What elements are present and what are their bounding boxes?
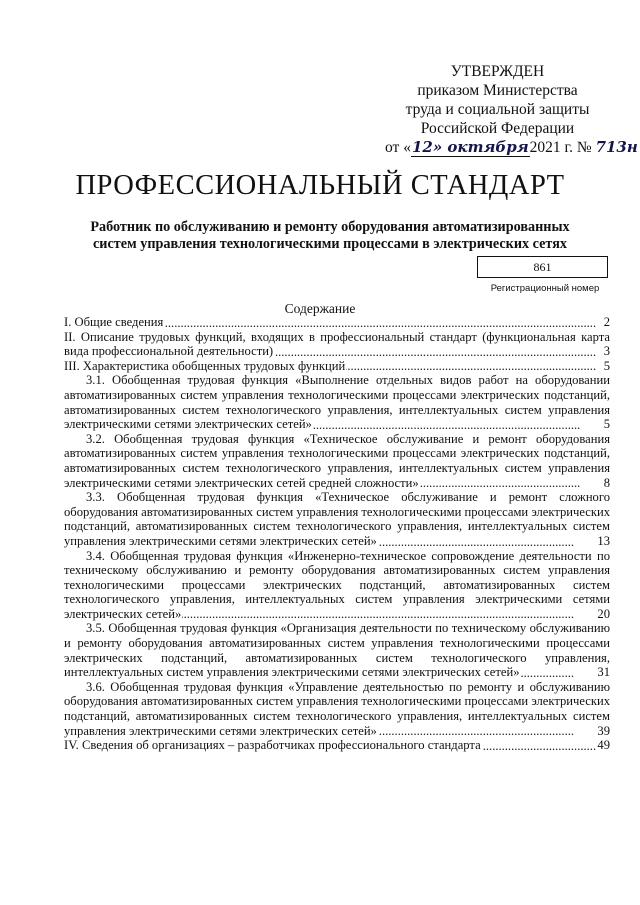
toc-entry-text: II. Описание трудовых функций, входящих в профессиональный стандарт (функциональная карта вида профессиональной деятельности) <box>64 329 610 359</box>
toc-entry-text: IV. Сведения об организациях – разработчиках профессионального стандарта <box>64 738 481 753</box>
toc-entry-page: 2 <box>603 315 610 329</box>
toc-entry-3-2[interactable] <box>64 432 610 490</box>
toc-entry-text: 3.5. Обобщенная трудовая функция «Организация деятельности по техническому обслуживанию и ремонту оборудования автоматизированных систем управления технологическими процессами электрических подстанций, автоматизированных систем технологического управления, интеллектуальных систем управления электрическими сетями электрических сетей» <box>64 621 610 680</box>
toc-entry-text: 3.4. Обобщенная трудовая функция «Инженерно-техническое сопровождение деятельности по техническому обслуживанию и ремонту оборудования автоматизированных систем управления технологическими процессами электрических подстанций, автоматизированных систем технологического управления, интеллектуальных систем управления электрическими сетями электрических сетей» <box>64 548 610 621</box>
toc-entry-3-4[interactable] <box>64 549 610 622</box>
handwritten-order-number: 713н <box>595 138 638 156</box>
toc-entry-page: 13 <box>574 534 610 549</box>
toc-entry-section-4[interactable] <box>64 738 610 753</box>
toc-entry-3-6[interactable] <box>64 680 610 738</box>
toc-entry-text: 3.2. Обобщенная трудовая функция «Техническое обслуживание и ремонт оборудования автоматизированных систем управления технологическими процессами электрических подстанций, автоматизированных систем технологического управления, интеллектуальных систем управления электрическими сетями электрических сетей средней сложности» <box>64 431 610 490</box>
toc-entry-text: 3.6. Обобщенная трудовая функция «Управление деятельностью по ремонту и обслуживанию оборудования автоматизированных систем управления технологическими процессами электрических подстанций, автоматизированных систем технологического управления, интеллектуальных систем управления электрическими сетями электрических сетей» <box>64 679 610 738</box>
approval-line: приказом Министерства <box>417 82 578 99</box>
toc-entry-section-3[interactable] <box>64 359 610 374</box>
approval-line: Российской Федерации <box>420 120 575 137</box>
date-prefix: от « <box>385 139 411 156</box>
toc-entry-page: 5 <box>581 417 610 432</box>
toc-entry-3-1[interactable] <box>64 373 610 431</box>
approval-line: труда и социальной защиты <box>405 101 590 118</box>
registration-number-box: 861 <box>477 256 608 278</box>
handwritten-date: 12» октября <box>411 138 529 156</box>
toc-entry-text: III. Характеристика обобщенных трудовых функций <box>64 358 346 373</box>
approval-block <box>385 62 638 157</box>
toc-entry-3-5[interactable] <box>64 621 610 679</box>
toc-entry-page: 3 <box>603 344 610 359</box>
toc-entry-page: 39 <box>574 724 610 739</box>
toc-entry-section-2[interactable] <box>64 330 610 359</box>
approval-heading: УТВЕРЖДЕН <box>450 63 545 80</box>
toc-entry-page: 31 <box>574 665 610 680</box>
document-subtitle: Работник по обслуживанию и ремонту оборудования автоматизированных систем управления технологическими процессами в электрических сетях <box>90 219 570 252</box>
toc-entry-text: 3.1. Обобщенная трудовая функция «Выполнение отдельных видов работ на оборудовании автоматизированных систем управления технологическими процессами электрических подстанций, автоматизированных систем технологического управления, интеллектуальных систем управления электрическими сетями электрических сетей» <box>64 373 610 432</box>
toc-entry-page: 49 <box>597 738 610 753</box>
date-year: 2021 г. № <box>529 139 592 156</box>
toc-entry-page: 8 <box>581 476 610 491</box>
document-title: ПРОФЕССИОНАЛЬНЫЙ СТАНДАРТ <box>75 170 565 201</box>
approval-date-line <box>385 138 638 157</box>
toc-entry-text: 3.3. Обобщенная трудовая функция «Техническое обслуживание и ремонт сложного оборудования автоматизированных систем управления технологическими процессами электрических подстанций, автоматизированных систем технологического управления, интеллектуальных систем управления электрическими сетями электрических сетей» <box>64 490 610 548</box>
registration-number-label: Регистрационный номер <box>490 283 600 294</box>
toc-entry-3-3[interactable] <box>64 490 610 548</box>
table-of-contents <box>64 315 610 753</box>
toc-heading: Содержание <box>284 301 356 316</box>
toc-entry-page: 5 <box>603 358 610 373</box>
toc-entry-page: 20 <box>574 607 610 622</box>
toc-entry-text: I. Общие сведения <box>64 315 164 329</box>
toc-entry-section-1[interactable] <box>64 315 610 330</box>
